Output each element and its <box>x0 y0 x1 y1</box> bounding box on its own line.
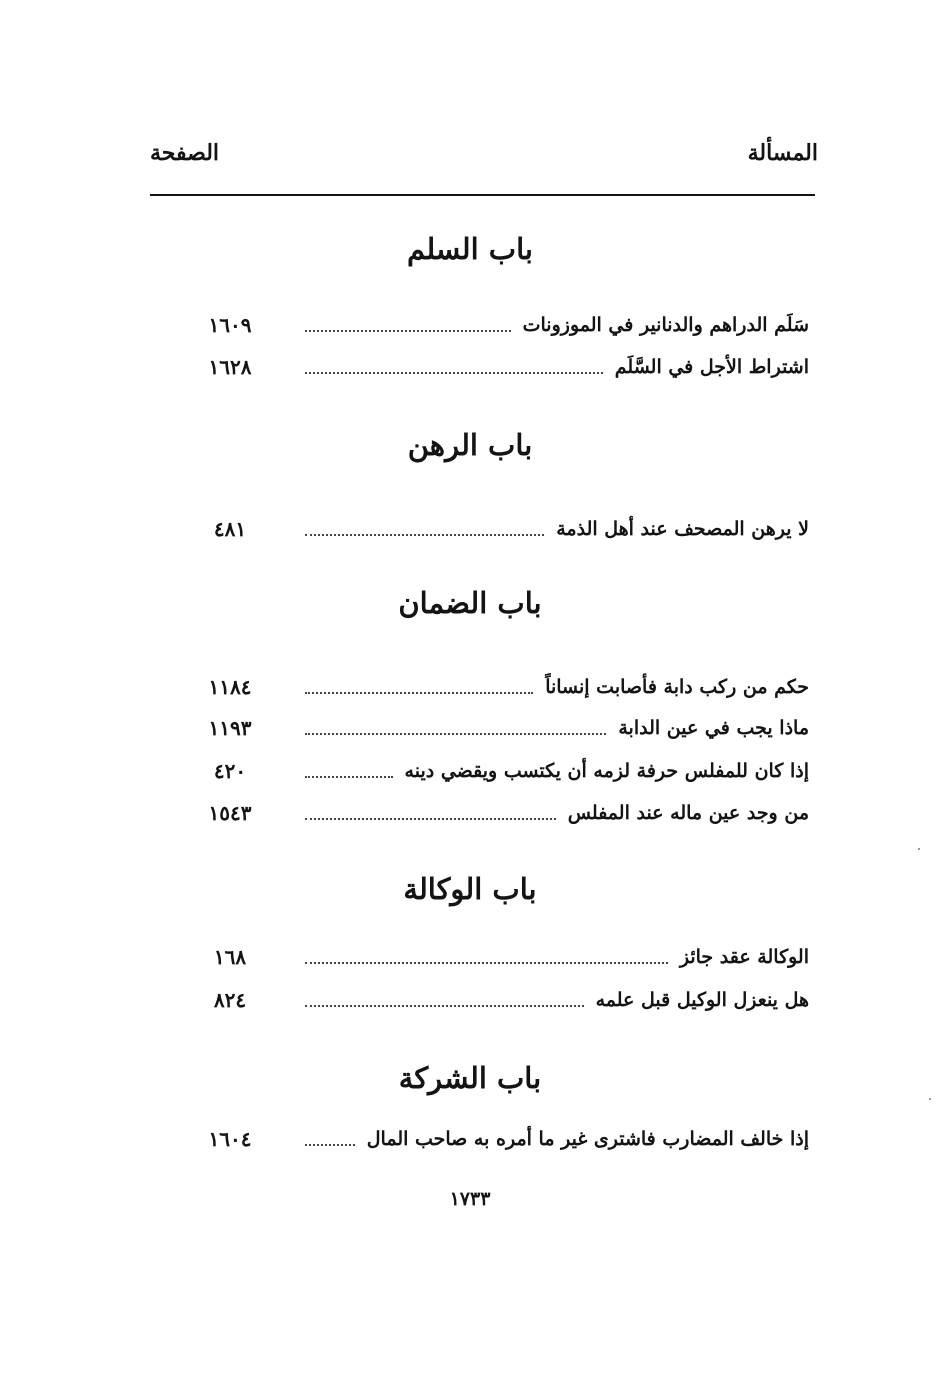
index-entry <box>150 796 815 830</box>
entry-page-number: ١١٩٣ <box>208 716 252 740</box>
index-entry <box>150 1122 815 1156</box>
section-title-wakala: باب الوكالة <box>403 872 537 906</box>
section-title-daman: باب الضمان <box>398 586 542 620</box>
index-entry <box>150 350 815 384</box>
header-rule <box>150 194 815 196</box>
dot-leader <box>305 372 603 374</box>
entry-text: إذا كان للمفلس حرفة لزمه أن يكتسب ويقضي دينه <box>404 760 809 782</box>
entry-page-number: ٤٨١ <box>213 517 247 541</box>
section-title-sharika: باب الشركة <box>398 1061 542 1095</box>
dot-leader <box>305 818 556 820</box>
entry-page-number: ١٦٠٩ <box>208 313 252 337</box>
entry-text: من وجد عين ماله عند المفلس <box>567 802 809 824</box>
section-title-rahn: باب الرهن <box>407 428 533 462</box>
section-title-salam: باب السلم <box>407 232 533 266</box>
index-entry <box>150 308 815 342</box>
entry-page-number: ٤٢٠ <box>213 759 247 783</box>
index-entry <box>150 754 815 788</box>
dot-leader <box>305 330 511 332</box>
entry-page-number: ١١٨٤ <box>208 675 252 699</box>
entry-text: لا يرهن المصحف عند أهل الذمة <box>556 518 809 540</box>
entry-text: الوكالة عقد جائز <box>679 946 809 968</box>
entry-text: حكم من ركب دابة فأصابت إنساناً <box>545 676 809 698</box>
column-header-page: الصفحة <box>150 140 220 166</box>
entry-text: هل ينعزل الوكيل قبل علمه <box>595 989 809 1011</box>
scan-speck <box>929 1098 931 1100</box>
index-entry <box>150 940 815 974</box>
entry-page-number: ١٥٤٣ <box>208 801 252 825</box>
index-entry <box>150 983 815 1017</box>
entry-page-number: ١٦٠٤ <box>208 1127 252 1151</box>
entry-text: اشتراط الأجل في السَّلَم <box>614 356 809 378</box>
entry-text: سَلَم الدراهم والدنانير في الموزونات <box>522 314 809 336</box>
dot-leader <box>305 733 606 735</box>
entry-text: إذا خالف المضارب فاشترى غير ما أمره به صاحب المال <box>366 1128 809 1150</box>
dot-leader <box>305 962 668 964</box>
dot-leader <box>305 776 393 778</box>
dot-leader <box>305 1144 355 1146</box>
entry-page-number: ١٦٨ <box>213 945 247 969</box>
entry-page-number: ٨٢٤ <box>213 988 247 1012</box>
index-entry <box>150 670 815 704</box>
index-entry <box>150 711 815 745</box>
entry-text: ماذا يجب في عين الدابة <box>618 717 809 739</box>
dot-leader <box>305 692 533 694</box>
entry-page-number: ١٦٢٨ <box>208 355 252 379</box>
column-header-issue: المسألة <box>747 140 818 166</box>
dot-leader <box>305 534 544 536</box>
index-entry <box>150 512 815 546</box>
page-folio-number: ١٧٣٣ <box>449 1188 491 1210</box>
scan-speck <box>918 848 920 850</box>
dot-leader <box>305 1005 584 1007</box>
